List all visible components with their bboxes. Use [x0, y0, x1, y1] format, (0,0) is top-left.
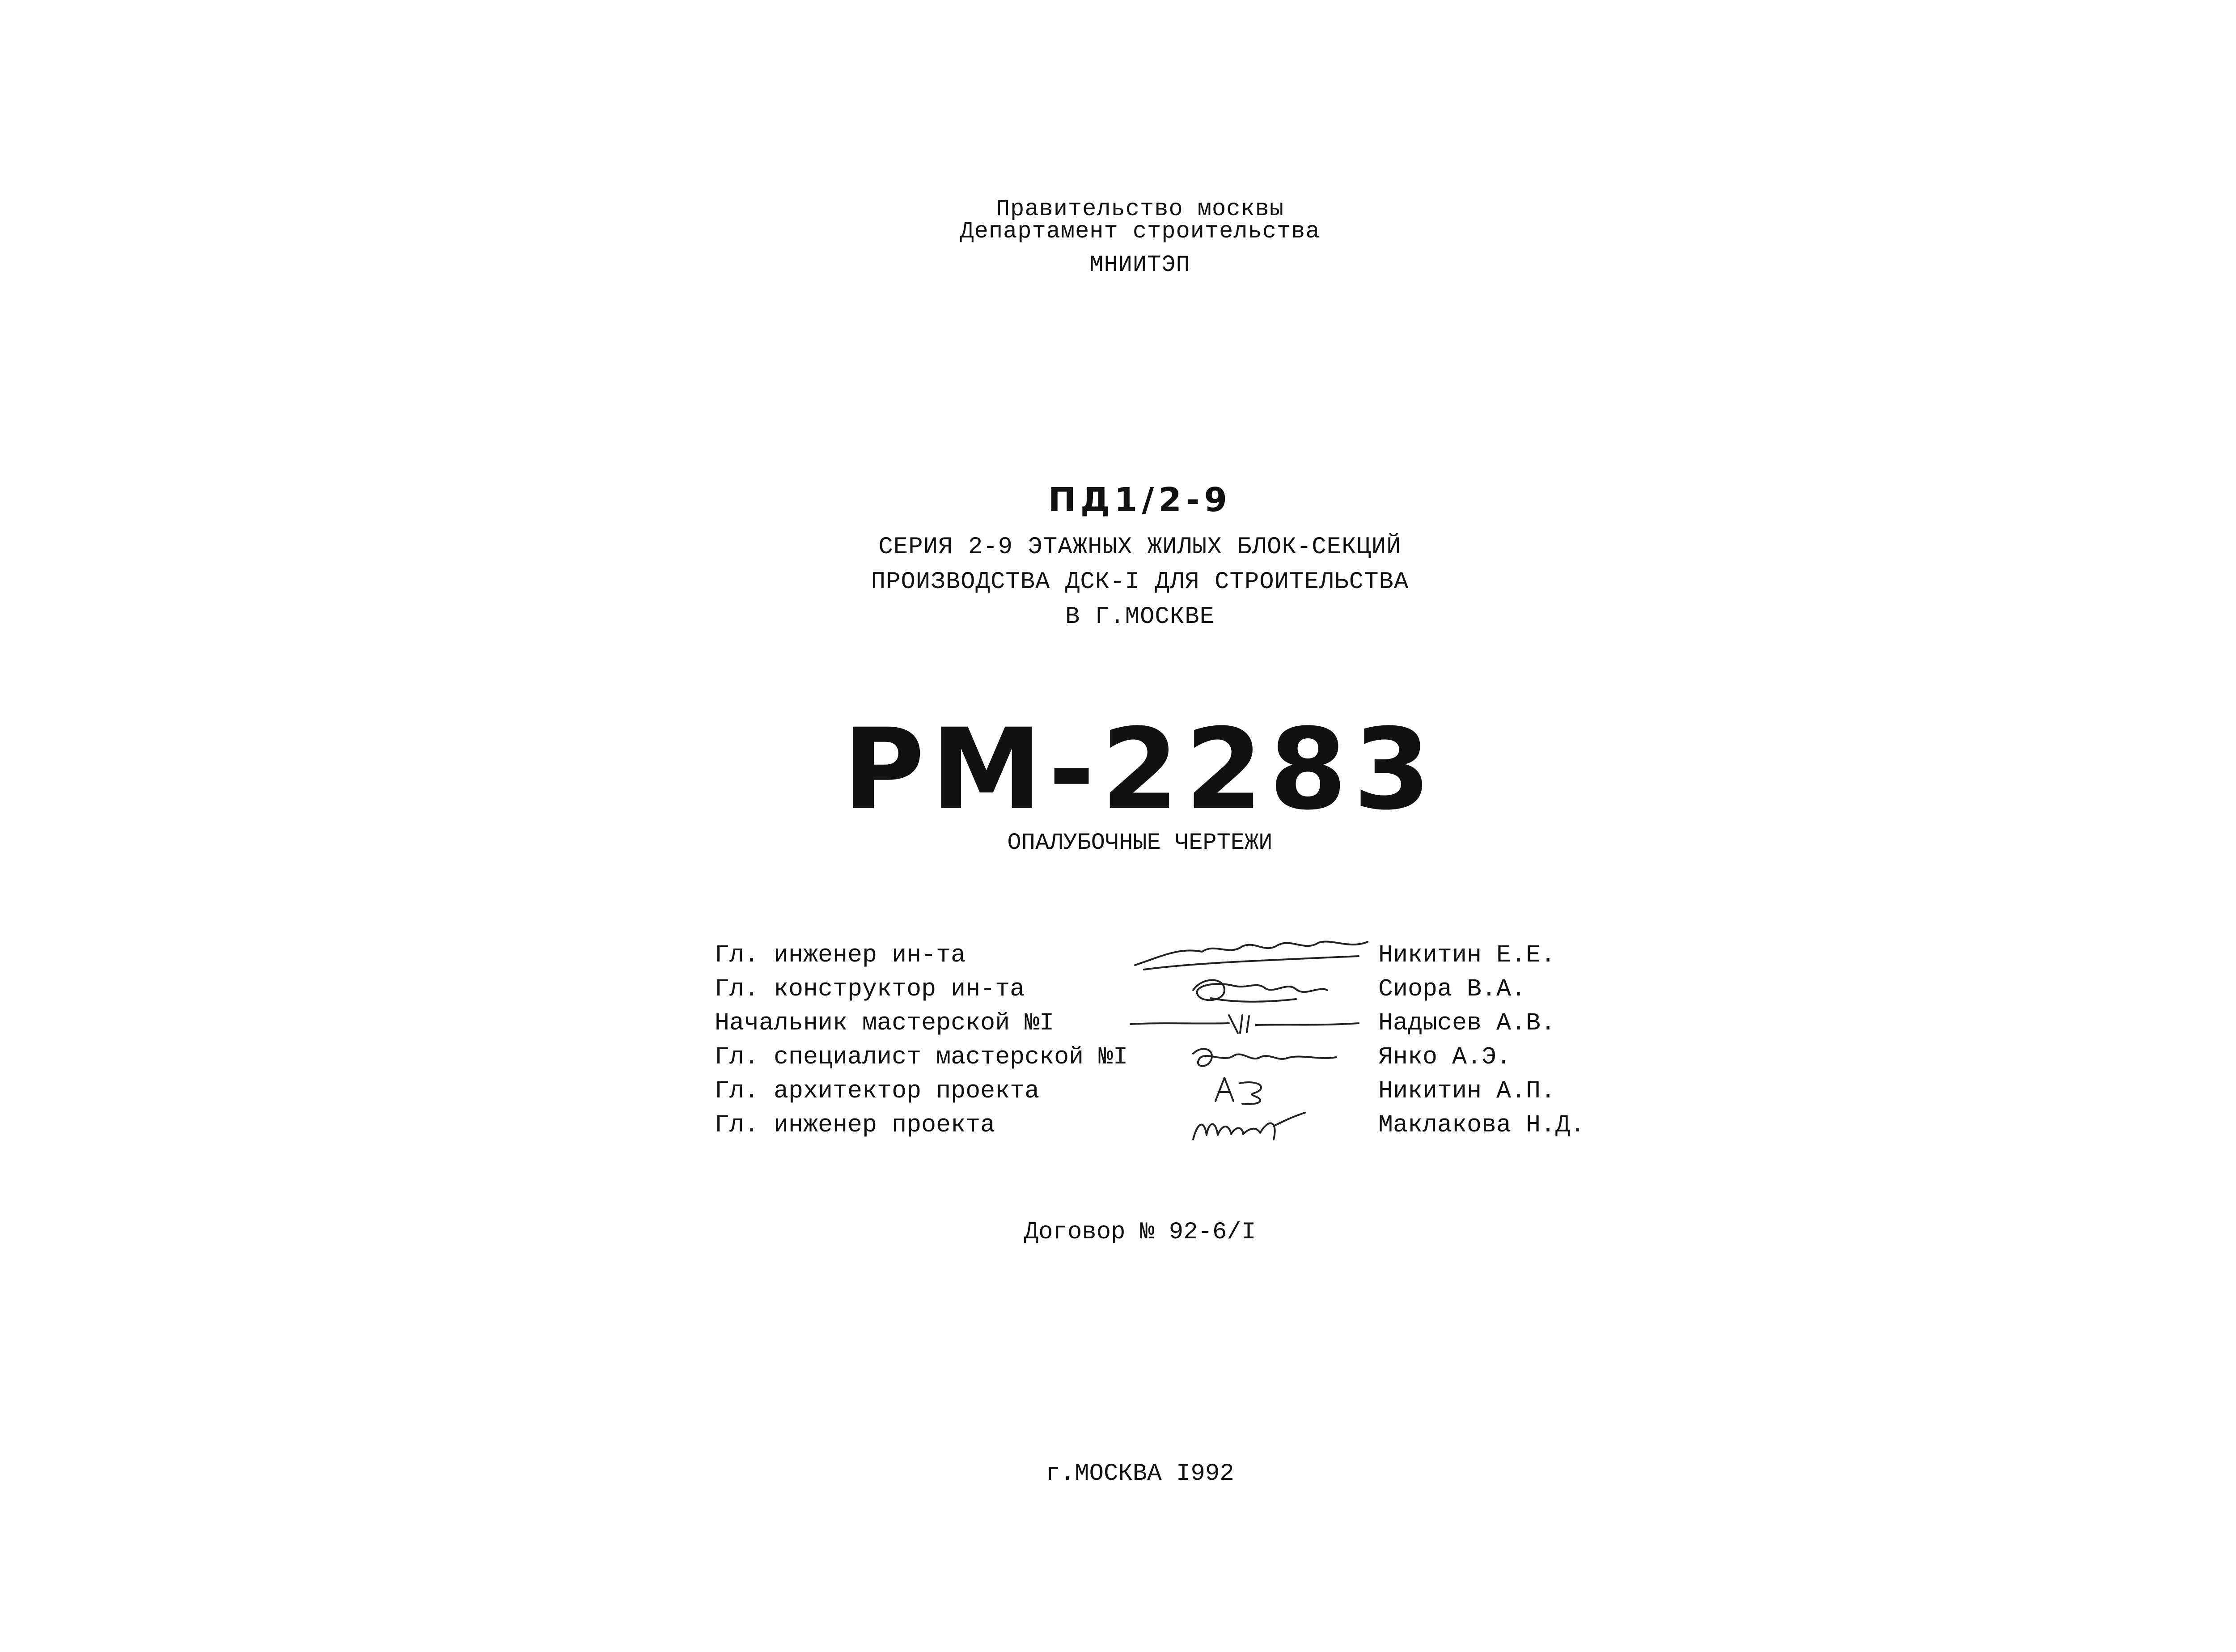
- signatory-role: Начальник мастерской №I: [715, 1009, 1054, 1037]
- signature-block: [715, 938, 1618, 1153]
- series-code: ПД1/2-9: [1048, 481, 1232, 519]
- handwritten-signature: [1126, 1108, 1376, 1142]
- city-and-year: г.МОСКВА I992: [1046, 1460, 1234, 1487]
- signatory-role: Гл. инженер ин-та: [715, 941, 966, 969]
- signatory-name: Сиора В.А.: [1378, 975, 1526, 1003]
- signatory-name: Никитин Е.Е.: [1378, 941, 1556, 969]
- signatory-role: Гл. конструктор ин-та: [715, 975, 1025, 1003]
- department-name: Департамент строительства: [960, 218, 1320, 245]
- institute-name: МНИИТЭП: [1089, 252, 1190, 278]
- government-name: Правительство москвы: [995, 196, 1284, 222]
- handwritten-signature: [1126, 972, 1376, 1006]
- document-code: РМ-2283: [843, 704, 1437, 834]
- handwritten-signature: [1126, 1006, 1376, 1040]
- signatory-role: Гл. инженер проекта: [715, 1111, 995, 1139]
- contract-number: Договор № 92-6/I: [1024, 1219, 1256, 1246]
- signature-row: [715, 1040, 1618, 1074]
- document-type: ОПАЛУБОЧНЫЕ ЧЕРТЕЖИ: [1007, 830, 1273, 856]
- signature-row: [715, 1108, 1618, 1142]
- handwritten-signature: [1126, 1074, 1376, 1108]
- signatory-name: Янко А.Э.: [1378, 1043, 1512, 1071]
- series-title-line-3: В Г.МОСКВЕ: [1065, 603, 1215, 631]
- signatory-name: Надысев А.В.: [1378, 1009, 1556, 1037]
- handwritten-signature: [1126, 938, 1376, 972]
- series-title-line-1: СЕРИЯ 2-9 ЭТАЖНЫХ ЖИЛЫХ БЛОК-СЕКЦИЙ: [878, 534, 1402, 561]
- signature-row: [715, 1074, 1618, 1108]
- signature-row: [715, 938, 1618, 972]
- signatory-role: Гл. архитектор проекта: [715, 1077, 1040, 1105]
- signatory-name: Никитин А.П.: [1378, 1077, 1556, 1105]
- signatory-role: Гл. специалист мастерской №I: [715, 1043, 1128, 1071]
- signatory-name: Маклакова Н.Д.: [1378, 1111, 1585, 1139]
- signature-row: [715, 972, 1618, 1006]
- handwritten-signature: [1126, 1040, 1376, 1074]
- series-title-line-2: ПРОИЗВОДСТВА ДСК-I ДЛЯ СТРОИТЕЛЬСТВА: [871, 568, 1409, 596]
- signature-row: [715, 1006, 1618, 1040]
